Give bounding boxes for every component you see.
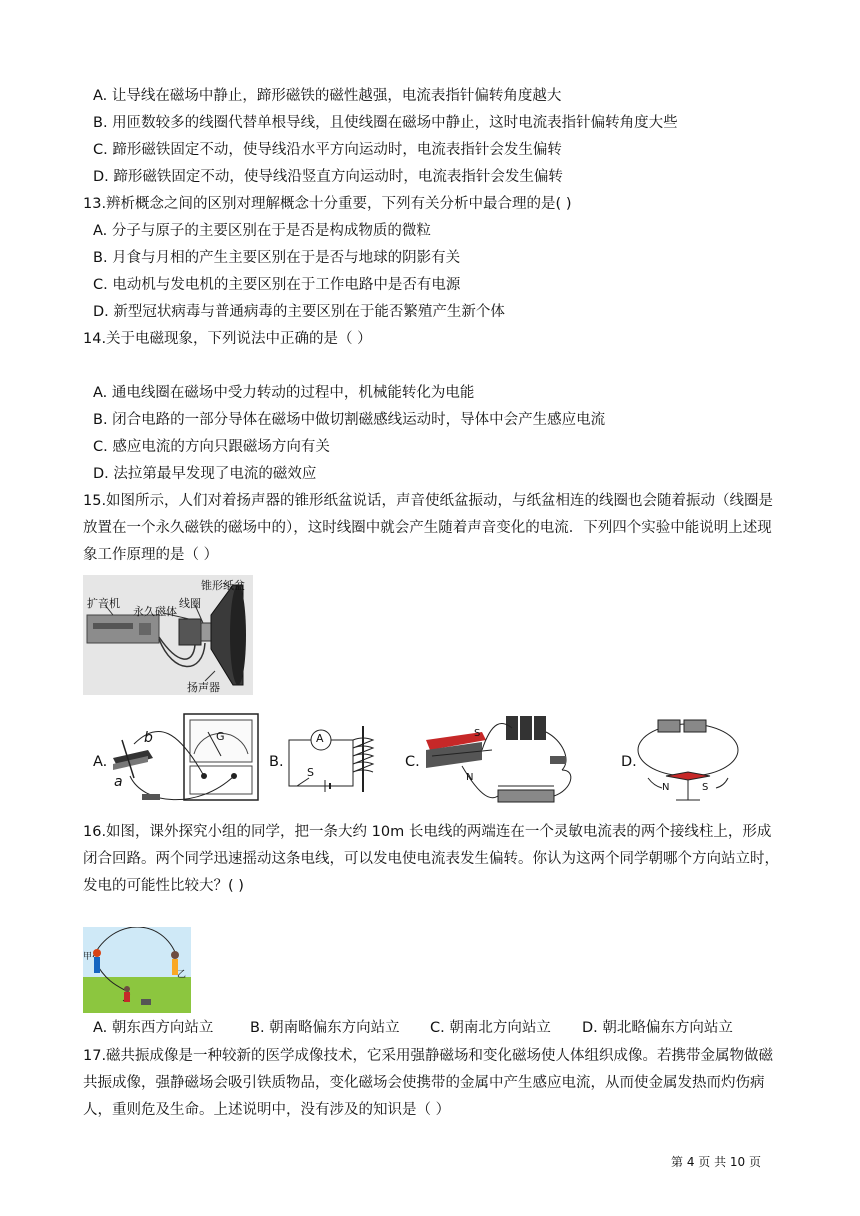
q12-option-d: D. 蹄形磁铁固定不动，使导线沿竖直方向运动时，电流表指针会发生偏转	[93, 169, 563, 185]
label-jia: 甲	[83, 952, 93, 962]
q13-stem: 13.辨析概念之间的区别对理解概念十分重要，下列有关分析中最合理的是( )	[83, 196, 572, 212]
q15-figure-a	[108, 710, 263, 810]
page-footer: 第 4 页 共 10 页	[671, 1155, 761, 1169]
q13-option-c: C. 电动机与发电机的主要区别在于工作电路中是否有电源	[93, 277, 461, 293]
label-cone: 锥形纸盆	[201, 579, 245, 592]
q16-option-b: B. 朝南略偏东方向站立	[250, 1020, 400, 1036]
q16-stem: 16.如图，课外探究小组的同学，把一条大约 10m 长电线的两端连在一个灵敏电流表的两个接线柱上，形成闭合回路。两个同学迅速摇动这条电线，可以发电使电流表发生偏转。你认为这两个同学朝哪个方向站立时，发电的可能性比较大？( )	[83, 824, 779, 894]
fig-c-letter-n: N	[466, 772, 474, 783]
q13-option-d: D. 新型冠状病毒与普通病毒的主要区别在于能否繁殖产生新个体	[93, 304, 505, 320]
label-speaker: 扬声器	[187, 681, 220, 694]
q17-stem: 17.磁共振成像是一种较新的医学成像技术，它采用强静磁场和变化磁场使人体组织成像。若携带金属物做磁共振成像，强静磁场会吸引铁质物品，变化磁场会使携带的金属中产生感应电流，从而使金属发热而灼伤病人，重则危及生命。上述说明中，没有涉及的知识是（ ）	[83, 1048, 774, 1118]
q15-figure-c	[422, 710, 582, 810]
q15-figure-b	[285, 722, 395, 794]
q12-option-c: C. 蹄形磁铁固定不动，使导线沿水平方向运动时，电流表指针会发生偏转	[93, 142, 562, 158]
q16-option-a: A. 朝东西方向站立	[93, 1020, 214, 1036]
speaker-figure-drawing	[83, 575, 253, 695]
q15-option-b-label: B.	[269, 754, 284, 770]
speaker-figure	[83, 575, 253, 695]
q13-option-a: A. 分子与原子的主要区别在于是否是构成物质的微粒	[93, 223, 431, 239]
q14-option-a: A. 通电线圈在磁场中受力转动的过程中，机械能转化为电能	[93, 385, 475, 401]
fig-d-letter-s: S	[702, 782, 709, 793]
label-magnet: 永久磁体	[133, 605, 177, 618]
fig-c-letter-s: S	[474, 728, 481, 739]
fig-a-letter-b: b	[144, 730, 153, 746]
q14-option-d: D. 法拉第最早发现了电流的磁效应	[93, 466, 317, 482]
label-coil: 线圈	[179, 597, 201, 610]
fig-b-ammeter-letter: A	[316, 732, 324, 745]
galvanometer-circuit-drawing	[108, 710, 263, 810]
q12-option-b: B. 用匝数较多的线圈代替单根导线，且使线圈在磁场中静止，这时电流表指针偏转角度大些	[93, 115, 678, 131]
electromagnet-circuit-drawing	[285, 722, 395, 794]
rope-swinging-drawing	[83, 927, 191, 1013]
fig-a-letter-a: a	[114, 774, 123, 790]
q12-option-a: A. 让导线在磁场中静止，蹄形磁铁的磁性越强，电流表指针偏转角度越大	[93, 88, 562, 104]
q13-option-b: B. 月食与月相的产生主要区别在于是否与地球的阴影有关	[93, 250, 461, 266]
q14-option-b: B. 闭合电路的一部分导体在磁场中做切割磁感线运动时，导体中会产生感应电流	[93, 412, 606, 428]
q16-option-c: C. 朝南北方向站立	[430, 1020, 551, 1036]
q16-option-d: D. 朝北略偏东方向站立	[582, 1020, 733, 1036]
q14-stem: 14.关于电磁现象，下列说法中正确的是（ ）	[83, 331, 372, 347]
q15-option-c-label: C.	[405, 754, 420, 770]
fig-b-switch-letter: S	[307, 766, 314, 779]
q15-option-a-label: A.	[93, 754, 108, 770]
q16-figure	[83, 927, 191, 1013]
q15-figure-d	[636, 714, 741, 810]
fig-a-letter-g: G	[216, 730, 225, 743]
q15-stem: 15.如图所示，人们对着扬声器的锥形纸盆说话，声音使纸盆振动，与纸盆相连的线圈也会随着振动（线圈是放置在一个永久磁铁的磁场中的），这时线圈中就会产生随着声音变化的电流．下列四个实验中能说明上述现象工作原理的是（ ）	[83, 493, 774, 563]
label-amplifier: 扩音机	[87, 597, 120, 610]
fig-d-letter-n: N	[662, 782, 670, 793]
label-yi: 乙	[177, 970, 187, 980]
q15-option-d-label: D.	[621, 754, 637, 770]
motor-circuit-drawing	[422, 710, 582, 810]
q14-option-c: C. 感应电流的方向只跟磁场方向有关	[93, 439, 330, 455]
oersted-experiment-drawing	[636, 714, 741, 810]
